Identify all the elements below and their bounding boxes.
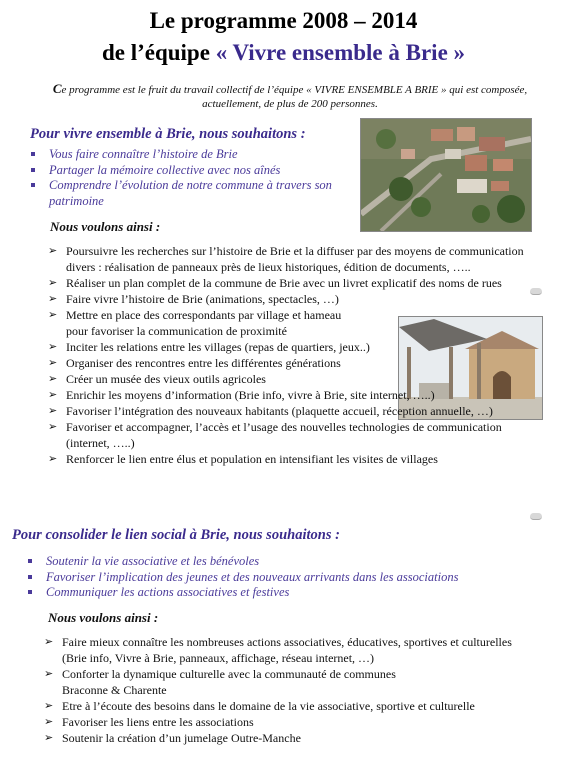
arrow-bullet-icon: ➢ xyxy=(48,292,58,305)
list-item xyxy=(46,419,540,451)
arrow-bullet-icon: ➢ xyxy=(44,667,54,680)
action-text: Favoriser et accompagner, l’accès et l’usage des nouvelles technologies de communication (internet, …..) xyxy=(66,420,502,450)
section1-wishes-list xyxy=(29,147,359,209)
list-item xyxy=(46,403,540,419)
list-item xyxy=(46,307,366,339)
aerial-village-photo xyxy=(360,118,532,232)
arrow-bullet-icon: ➢ xyxy=(48,356,58,369)
punch-hole-mark xyxy=(530,288,542,295)
list-item xyxy=(46,371,406,387)
list-item xyxy=(29,163,359,179)
wish-text: Vous faire connaître l’histoire de Brie xyxy=(49,147,238,161)
bullet-square-icon xyxy=(28,590,32,594)
list-item xyxy=(42,666,442,698)
bullet-square-icon xyxy=(31,168,35,172)
intro-paragraph xyxy=(40,82,540,111)
arrow-bullet-icon: ➢ xyxy=(48,372,58,385)
action-text: Soutenir la création d’un jumelage Outre-Manche xyxy=(62,731,301,745)
action-text: Favoriser l’intégration des nouveaux habitants (plaquette accueil, réception annuelle, …) xyxy=(66,404,493,418)
arrow-bullet-icon: ➢ xyxy=(44,635,54,648)
arrow-bullet-icon: ➢ xyxy=(44,715,54,728)
arrow-bullet-icon: ➢ xyxy=(48,420,58,433)
title-prefix: de l’équipe xyxy=(101,40,216,65)
action-text: Mettre en place des correspondants par village et hameau pour favoriser la communication de proximité xyxy=(66,308,342,338)
action-text: Organiser des rencontres entre les différentes générations xyxy=(66,356,341,370)
arrow-bullet-icon: ➢ xyxy=(44,699,54,712)
section2-actions-list xyxy=(42,634,512,746)
action-text: Inciter les relations entre les villages (repas de quartiers, jeux..) xyxy=(66,340,370,354)
punch-hole-mark xyxy=(530,513,542,520)
list-item xyxy=(29,178,359,209)
arrow-bullet-icon: ➢ xyxy=(48,404,58,417)
action-text: Etre à l’écoute des besoins dans le domaine de la vie associative, sportive et culturelle xyxy=(62,699,475,713)
action-text: Poursuivre les recherches sur l’histoire de Brie et la diffuser par des moyens de communication divers : réalisation de panneaux près de lieux historiques, édition de documents, ….. xyxy=(66,244,524,274)
wish-text: Soutenir la vie associative et les bénévoles xyxy=(46,554,260,568)
arrow-bullet-icon: ➢ xyxy=(48,276,58,289)
arrow-bullet-icon: ➢ xyxy=(48,244,58,257)
bullet-square-icon xyxy=(28,559,32,563)
wish-text: Communiquer les actions associatives et festives xyxy=(46,585,290,599)
list-item xyxy=(26,554,526,570)
action-text: Faire mieux connaître les nombreuses actions associatives, éducatives, sportives et culturelles (Brie info, Vivre à Brie, panneaux, affichage, réseau internet, …) xyxy=(62,635,512,665)
action-text: Réaliser un plan complet de la commune de Brie avec un livret explicatif des noms de rues xyxy=(66,276,502,290)
wish-text: Comprendre l’évolution de notre commune à travers son patrimoine xyxy=(49,178,332,208)
section1-heading: Pour vivre ensemble à Brie, nous souhaitons : xyxy=(30,126,306,142)
list-item xyxy=(26,585,526,601)
arrow-bullet-icon: ➢ xyxy=(48,340,58,353)
list-item xyxy=(26,570,526,586)
list-item xyxy=(29,147,359,163)
arrow-bullet-icon: ➢ xyxy=(44,731,54,744)
action-text: Créer un musée des vieux outils agricoles xyxy=(66,372,266,386)
action-text: Conforter la dynamique culturelle avec la communauté de communes Braconne & Charente xyxy=(62,667,396,697)
list-item xyxy=(46,339,406,355)
action-text: Renforcer le lien entre élus et population en intensifiant les visites de villages xyxy=(66,452,438,466)
section1-actions-list xyxy=(46,243,540,467)
action-text: Favoriser les liens entre les associations xyxy=(62,715,254,729)
list-item xyxy=(46,275,521,291)
bullet-square-icon xyxy=(28,575,32,579)
list-item xyxy=(42,634,512,666)
title-team-name: « Vivre ensemble à Brie » xyxy=(215,40,466,65)
list-item xyxy=(46,243,540,275)
list-item xyxy=(46,355,406,371)
arrow-bullet-icon: ➢ xyxy=(48,308,58,321)
document-title-line2 xyxy=(0,40,567,66)
list-item xyxy=(42,714,512,730)
list-item xyxy=(46,291,396,307)
bullet-square-icon xyxy=(31,152,35,156)
arrow-bullet-icon: ➢ xyxy=(48,388,58,401)
bullet-square-icon xyxy=(31,183,35,187)
section2-wishes-list xyxy=(26,554,526,601)
section2-heading: Pour consolider le lien social à Brie, nous souhaitons : xyxy=(12,527,340,543)
wish-text: Partager la mémoire collective avec nos aînés xyxy=(49,162,281,177)
list-item xyxy=(42,730,512,746)
list-item xyxy=(42,698,512,714)
section1-subheading: Nous voulons ainsi : xyxy=(50,219,161,234)
wish-text: Favoriser l’implication des jeunes et des nouveaux arrivants dans les associations xyxy=(46,569,459,584)
list-item xyxy=(46,387,540,403)
intro-dropcap: C xyxy=(52,81,62,96)
document-title-line1: Le programme 2008 – 2014 xyxy=(149,8,418,33)
action-text: Faire vivre l’histoire de Brie (animations, spectacles, …) xyxy=(66,292,339,306)
list-item xyxy=(46,451,540,467)
arrow-bullet-icon: ➢ xyxy=(48,452,58,465)
intro-text: e programme est le fruit du travail collectif de l’équipe « VIVRE ENSEMBLE A BRIE » qui est composée, actuellement, de plus de 200 personnes. xyxy=(61,84,528,110)
section2-subheading: Nous voulons ainsi : xyxy=(48,610,159,625)
action-text: Enrichir les moyens d’information (Brie info, vivre à Brie, site internet, …..) xyxy=(66,388,435,402)
